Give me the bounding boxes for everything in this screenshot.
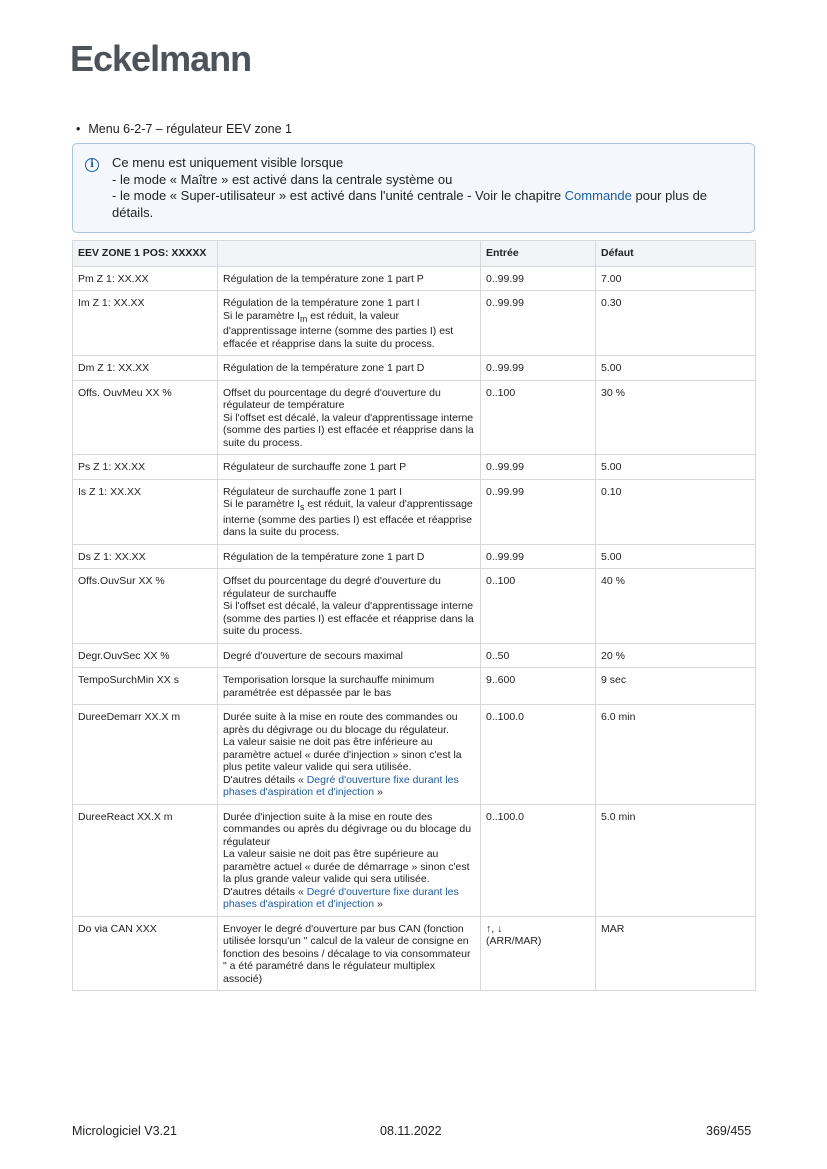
desc-line	[223, 774, 475, 799]
table-header-row	[73, 241, 756, 267]
entry-cell: 0..99.99	[481, 356, 596, 381]
default-cell: 20 %	[596, 643, 756, 668]
param-cell: TempoSurchMin XX s	[73, 668, 218, 705]
param-cell: Offs. OuvMeu XX %	[73, 380, 218, 455]
desc-cell	[218, 380, 481, 455]
table-row	[73, 804, 756, 916]
desc-line: Si l'offset est décalé, la valeur d'apprentissage interne (somme des parties I) est effacée et réapprise dans la suite du process.	[223, 600, 474, 638]
table-row	[73, 643, 756, 668]
company-logo: Eckelmann	[70, 38, 252, 79]
desc-line: Durée d'injection suite à la mise en route des commandes ou après du dégivrage ou du blocage du régulateur	[223, 810, 472, 848]
entry-line: (ARR/MAR)	[486, 935, 542, 948]
desc-cell	[218, 291, 481, 356]
desc-text: Si le paramètre I	[223, 309, 301, 322]
info-note	[72, 143, 755, 233]
desc-line: Si l'offset est décalé, la valeur d'apprentissage interne (somme des parties I) est effacée et réapprise dans la suite du process.	[223, 411, 474, 449]
table-row	[73, 569, 756, 644]
default-cell: 30 %	[596, 380, 756, 455]
entry-cell: 0..100	[481, 380, 596, 455]
default-cell: 0.10	[596, 479, 756, 544]
desc-cell	[218, 479, 481, 544]
desc-line: La valeur saisie ne doit pas être supérieure au paramètre actuel « durée de démarrage » sinon c'est la plus grande valeur valide qui sera utilisée.	[223, 848, 470, 886]
info-line-3-pre: - le mode « Super-utilisateur » est activé dans l'unité centrale - Voir le chapitre	[112, 188, 565, 203]
default-cell: 5.00	[596, 356, 756, 381]
fixed-opening-link[interactable]: Degré d'ouverture fixe durant les phases d'aspiration et d'injection	[223, 885, 459, 911]
default-cell: MAR	[596, 916, 756, 991]
desc-line	[223, 886, 475, 911]
fixed-opening-link[interactable]: Degré d'ouverture fixe durant les phases d'aspiration et d'injection	[223, 773, 459, 799]
default-cell: 0.30	[596, 291, 756, 356]
header-default: Défaut	[596, 241, 756, 267]
param-cell: Ds Z 1: XX.XX	[73, 544, 218, 569]
param-cell: Offs.OuvSur XX %	[73, 569, 218, 644]
desc-line	[223, 310, 475, 351]
table-row	[73, 668, 756, 705]
info-line-2: - le mode « Maître » est activé dans la centrale système ou	[112, 171, 453, 187]
desc-cell	[218, 569, 481, 644]
entry-cell: 0..99.99	[481, 455, 596, 480]
entry-cell: 0..100.0	[481, 705, 596, 805]
param-cell: Degr.OuvSec XX %	[73, 643, 218, 668]
param-cell: Is Z 1: XX.XX	[73, 479, 218, 544]
menu-title	[76, 122, 292, 136]
desc-cell	[218, 705, 481, 805]
desc-cell: Régulation de la température zone 1 part D	[218, 544, 481, 569]
desc-text: D'autres détails «	[223, 885, 307, 898]
desc-text: Si le paramètre I	[223, 498, 301, 511]
desc-line: Durée suite à la mise en route des commandes ou après du dégivrage ou du blocage du régulateur.	[223, 711, 458, 736]
default-cell: 5.00	[596, 544, 756, 569]
param-cell: Ps Z 1: XX.XX	[73, 455, 218, 480]
desc-cell: Régulateur de surchauffe zone 1 part P	[218, 455, 481, 480]
desc-cell: Envoyer le degré d'ouverture par bus CAN (fonction utilisée lorsqu'un " calcul de la valeur de consigne en fonction des besoins / décalage to via consommateur " a été paramétré dans le régulateur multiplex associé)	[218, 916, 481, 991]
table-row	[73, 455, 756, 480]
default-cell: 5.0 min	[596, 804, 756, 916]
entry-cell: 0..99.99	[481, 291, 596, 356]
default-cell: 40 %	[596, 569, 756, 644]
subscript: m	[300, 313, 308, 324]
default-cell: 7.00	[596, 266, 756, 291]
entry-cell: 0..100.0	[481, 804, 596, 916]
default-cell: 5.00	[596, 455, 756, 480]
desc-cell: Degré d'ouverture de secours maximal	[218, 643, 481, 668]
bullet-icon: •	[76, 122, 81, 136]
table-row	[73, 479, 756, 544]
param-cell: Do via CAN XXX	[73, 916, 218, 991]
header-description	[218, 241, 481, 267]
header-param: EEV ZONE 1 POS: XXXXX	[73, 241, 218, 267]
header-entry: Entrée	[481, 241, 596, 267]
table-row	[73, 266, 756, 291]
desc-text: est réduit, la valeur d'apprentissage interne (somme des parties I) est effacée et réapprise dans la suite du process.	[223, 309, 454, 350]
desc-line: Offset du pourcentage du degré d'ouverture du régulateur de surchauffe	[223, 575, 441, 600]
desc-line: La valeur saisie ne doit pas être inférieure au paramètre actuel « durée d'injection » sinon c'est la plus petite valeur valide qui sera utilisée.	[223, 736, 462, 774]
desc-line: Régulation de la température zone 1 part I	[223, 297, 420, 309]
param-cell: DureeDemarr XX.X m	[73, 705, 218, 805]
param-cell: Im Z 1: XX.XX	[73, 291, 218, 356]
desc-line: Offset du pourcentage du degré d'ouverture du régulateur de température	[223, 386, 441, 412]
default-cell: 9 sec	[596, 668, 756, 705]
entry-line: ↑, ↓	[486, 922, 503, 935]
desc-cell: Régulation de la température zone 1 part D	[218, 356, 481, 381]
desc-cell: Régulation de la température zone 1 part P	[218, 266, 481, 291]
desc-text: est réduit, la valeur d'apprentissage interne (somme des parties I) est effacée et réapprise dans la suite du process.	[223, 498, 473, 539]
desc-text: »	[374, 898, 383, 911]
table-row	[73, 380, 756, 455]
desc-line	[223, 498, 475, 539]
info-line-1: Ce menu est uniquement visible lorsque	[112, 155, 344, 170]
entry-cell: 0..99.99	[481, 544, 596, 569]
info-line-3-post: pour plus de détails.	[112, 188, 708, 220]
desc-text: D'autres détails «	[223, 773, 307, 786]
param-cell: Pm Z 1: XX.XX	[73, 266, 218, 291]
table-row	[73, 705, 756, 805]
desc-cell	[218, 804, 481, 916]
entry-cell: 0..99.99	[481, 266, 596, 291]
desc-line: Régulateur de surchauffe zone 1 part I	[223, 485, 403, 498]
desc-cell: Temporisation lorsque la surchauffe minimum paramétrée est dépassée par le bas	[218, 668, 481, 705]
entry-cell: 9..600	[481, 668, 596, 705]
info-icon: i	[85, 158, 99, 172]
entry-cell: 0..99.99	[481, 479, 596, 544]
entry-cell: 0..100	[481, 569, 596, 644]
table-row	[73, 291, 756, 356]
menu-title-text: Menu 6-2-7 – régulateur EEV zone 1	[88, 122, 292, 136]
param-cell: DureeReact XX.X m	[73, 804, 218, 916]
parameter-table	[72, 240, 756, 991]
table-row	[73, 916, 756, 991]
param-cell: Dm Z 1: XX.XX	[73, 356, 218, 381]
info-line-3	[112, 188, 740, 221]
entry-cell	[481, 916, 596, 991]
table-row	[73, 544, 756, 569]
commande-link[interactable]: Commande	[564, 188, 632, 203]
subscript: s	[300, 502, 305, 513]
entry-cell: 0..50	[481, 643, 596, 668]
footer-page-number: 369/455	[706, 1124, 752, 1138]
footer-date: 08.11.2022	[380, 1124, 442, 1138]
desc-text: »	[374, 786, 383, 799]
table-row	[73, 356, 756, 381]
default-cell: 6.0 min	[596, 705, 756, 805]
footer-firmware: Micrologiciel V3.21	[72, 1124, 177, 1138]
